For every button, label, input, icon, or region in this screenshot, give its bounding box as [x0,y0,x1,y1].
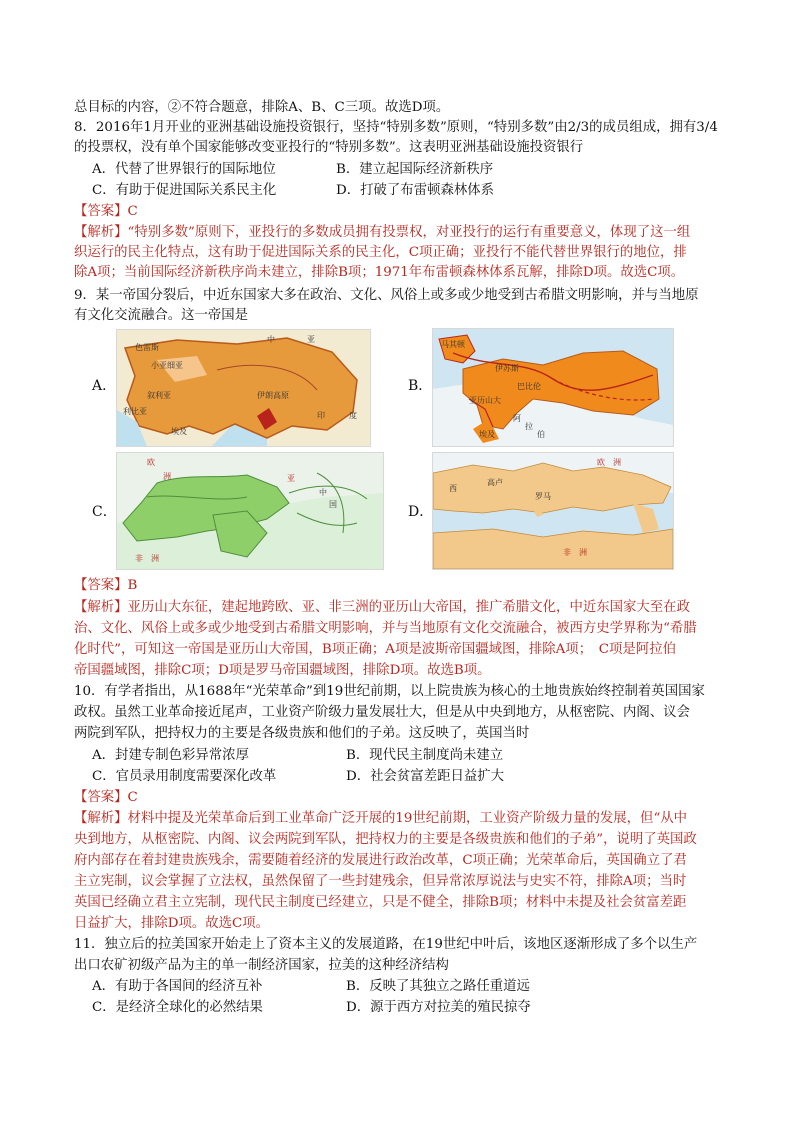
map-label: 色雷斯 [135,343,159,352]
map-option-c [116,452,384,570]
map-option-d [432,452,674,570]
map-label: 小亚细亚 [151,361,183,370]
q9-analysis: 化时代”，可知这一帝国是亚历山大帝国，B项正确；A项是波斯帝国疆域图，排除A项； C项是阿拉伯 [74,642,676,657]
question-11-stem: 11．独立后的拉美国家开始走上了资本主义的发展道路，在19世纪中叶后，该地区逐渐形成了多个以生产 [74,937,698,952]
map-label: 阿 [513,414,521,423]
map-label: 印 [317,411,325,420]
map-label: 高卢 [487,478,503,487]
map-label: 埃及 [479,430,495,439]
alexander-empire-map [433,329,673,446]
map-label: 巴比伦 [517,382,541,391]
map-option-b [432,328,674,447]
q10-analysis: 府内部存在着封建贵族残余，需要随着经济的发展进行政治改革，C项正确；光荣革命后，英国确立了君 [74,853,687,868]
q10-answer: 【答案】C [74,790,138,805]
text-line: 总目标的内容，②不符合题意，排除A、B、C三项。故选D项。 [74,100,450,115]
q10-analysis: 主立宪制，议会掌握了立法权，虽然保留了一些封建残余，但异常浓厚说法与史实不符，排除A项；当时 [74,874,687,889]
map-label: 伊朗高原 [257,391,289,400]
map-label: 亚 [307,335,315,344]
question-10-stem: 政权。虽然工业革命接近尾声，工业资产阶级力量发展壮大，但是从中央到地方，从枢密院、内阁、议会 [74,705,690,720]
map-label: 拉 [525,422,533,431]
question-10-stem: 10．有学者指出，从1688年“光荣革命”到19世纪前期，以上院贵族为核心的土地贵族始终控制着英国国家 [74,684,705,699]
map-label: 伯 [537,430,545,439]
q10-option-c: C．官员录用制度需要深化改革 [92,769,277,784]
q11-option-d: D．源于西方对拉美的殖民掠夺 [346,1000,531,1015]
map-option-a [116,329,371,447]
roman-empire-map [433,453,673,569]
q11-option-c: C．是经济全球化的必然结果 [92,1000,263,1015]
map-label: 洲 [151,554,159,563]
q10-option-b: B．现代民主制度尚未建立 [346,748,504,763]
map-label: 亚历山大 [469,396,501,405]
question-9-stem: 9．某一帝国分裂后，中近东国家大多在政治、文化、风俗上或多或少地受到古希腊文明影响，并与当地原 [74,288,699,303]
q8-analysis: 除A项；当前国际经济新秩序尚未建立，排除B项；1971年布雷顿森林体系瓦解，排除D项。故选C项。 [74,265,685,280]
q8-option-b: B．建立起国际经济新秩序 [336,162,494,177]
q8-answer: 【答案】C [74,204,138,219]
map-label: 洲 [163,472,171,481]
q9-option-d-label: D． [408,504,434,520]
q8-option-a: A．代替了世界银行的国际地位 [92,162,276,177]
map-label: 伊苏斯 [495,364,519,373]
q8-option-d: D．打破了布雷顿森林体系 [336,183,495,198]
map-label: 中 [267,335,275,344]
question-10-stem: 两院到军队，把持权力的主要是各级贵族和他们的子弟。这反映了，英国当时 [74,726,530,741]
map-label: 欧 [597,458,605,467]
q10-analysis: 英国已经确立君主立宪制，现代民主制度已经建立，只是不健全，排除B项；材料中未提及社会贫富差距 [74,895,687,910]
question-8-stem: 8．2016年1月开业的亚洲基础设施投资银行，坚持“特别多数”原则，“特别多数”由2/3的成员组成，拥有3/4 [74,120,718,135]
map-label: 非 [563,548,571,557]
q10-option-d: D．社会贫富差距日益扩大 [346,769,505,784]
q8-option-c: C．有助于促进国际关系民主化 [92,183,277,198]
map-label: 度 [349,411,357,420]
q8-analysis: 【解析】“特别多数”原则下，亚投行的多数成员拥有投票权，对亚投行的运行有重要意义，体现了这一组 [74,225,691,240]
map-label: 中 [319,488,327,497]
map-label: 洲 [613,458,621,467]
question-8-stem: 的投票权，没有单个国家能够改变亚投行的“特别多数”。这表明亚洲基础设施投资银行 [74,140,584,155]
map-label: 罗马 [535,492,551,501]
q9-option-c-label: C． [92,504,117,520]
map-label: 利比亚 [123,407,147,416]
map-label: 叙利亚 [147,391,171,400]
map-label: 非 [135,554,143,563]
question-9-stem: 有文化交流融合。这一帝国是 [74,308,249,323]
q11-option-b: B．反映了其独立之路任重道远 [346,979,530,994]
q9-analysis: 帝国疆域图，排除C项；D项是罗马帝国疆域图，排除D项。故选B项。 [74,663,491,678]
q8-analysis: 织运行的民主化特点，这有助于促进国际关系的民主化，C项正确；亚投行不能代替世界银行的地位，排 [74,245,687,260]
map-label: 马其顿 [441,340,465,349]
arab-empire-map [117,453,383,569]
q10-analysis: 央到地方，从枢密院、内阁、议会两院到军队，把持权力的主要是各级贵族和他们的子弟”，说明了英国政 [74,832,697,847]
q9-option-b-label: B． [408,378,433,394]
question-11-stem: 出口农矿初级产品为主的单一制经济国家，拉美的这种经济结构 [74,958,449,973]
q10-analysis: 日益扩大，排除D项。故选C项。 [74,916,270,931]
map-label: 洲 [579,548,587,557]
q10-analysis: 【解析】材料中提及光荣革命后到工业革命广泛开展的19世纪前期，工业资产阶级力量的发展，但“从中 [74,811,688,826]
map-label: 欧 [147,458,155,467]
map-label: 埃及 [171,427,187,436]
q9-analysis: 【解析】亚历山大东征，建起地跨欧、亚、非三洲的亚历山大帝国，推广希腊文化，中近东国家大至在政 [74,600,690,615]
q9-option-a-label: A． [92,378,117,394]
q9-analysis: 治、文化、风俗上或多或少地受到古希腊文明影响，并与当地原有文化交流融合，被西方史学界称为“希腊 [74,621,697,636]
q11-option-a: A．有助于各国间的经济互补 [92,979,263,994]
map-label: 亚 [287,474,295,483]
map-label: 国 [329,500,337,509]
map-label: 西 [449,484,457,493]
q10-option-a: A．封建专制色彩异常浓厚 [92,748,249,763]
q9-answer: 【答案】B [74,578,138,593]
